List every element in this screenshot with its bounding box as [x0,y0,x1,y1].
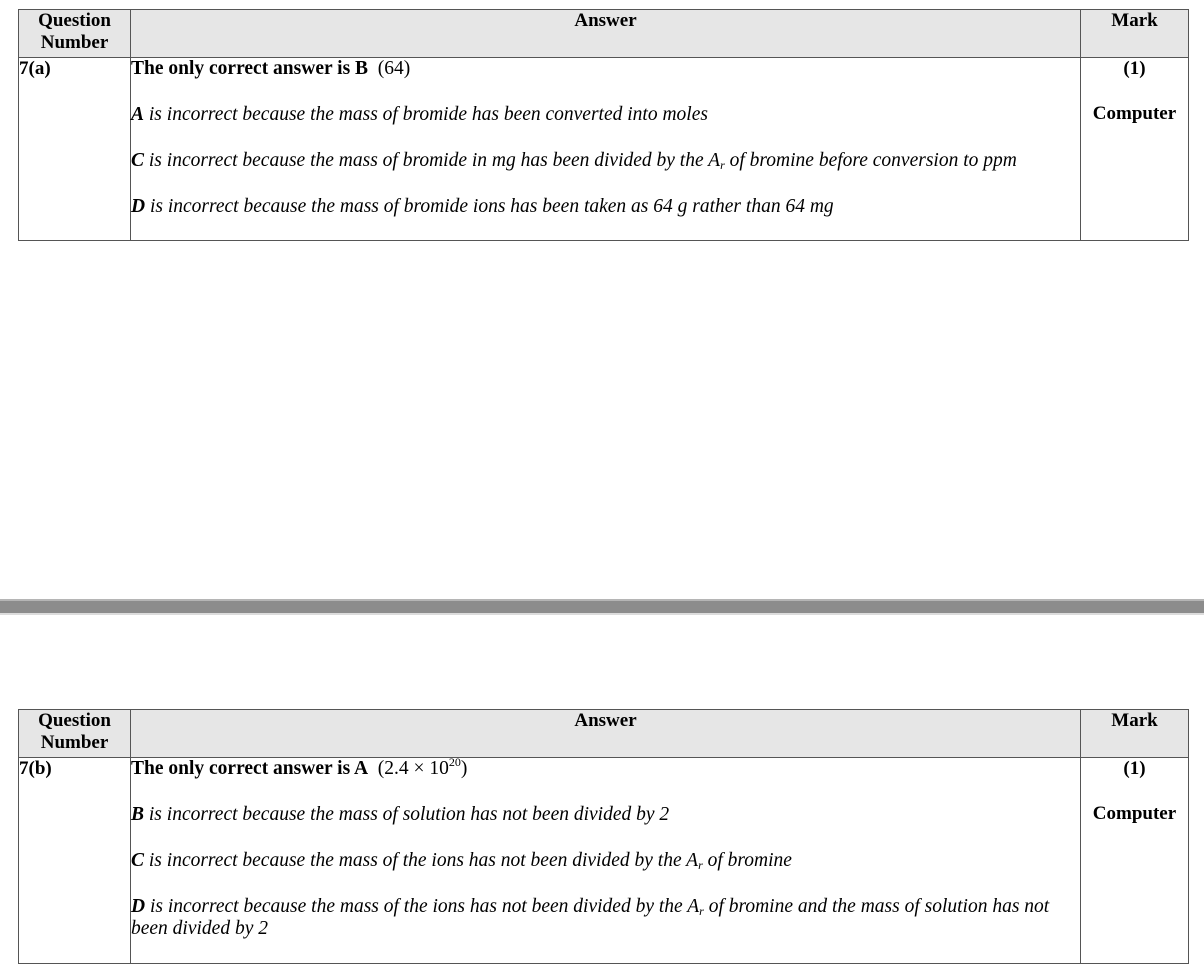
distractor-line [131,850,1080,872]
distractor-text: is incorrect because the mass of bromide has been converted into moles [148,104,708,125]
question-number: 7(a) [19,58,131,241]
correct-answer-label: The only correct answer is A [131,758,369,779]
distractor-text: is incorrect because the mass of bromide in mg has been divided by the [148,150,704,171]
distractor-line [131,150,1080,172]
mark-cell [1081,758,1189,964]
correct-answer-label: The only correct answer is B [131,58,369,79]
mark-type: Computer [1092,103,1177,124]
distractor-line [131,896,1080,940]
relative-atomic-mass: $A_r$ [686,850,703,872]
option-letter: C [131,850,145,871]
distractor-line [131,196,1080,218]
header-question-number: Question Number [19,10,131,58]
answer-cell [131,58,1081,241]
correct-answer-value: (64) [377,58,411,79]
mark-cell [1081,58,1189,241]
header-question-number: Question Number [19,710,131,758]
relative-atomic-mass: $A_r$ [708,150,725,172]
option-letter: C [131,150,145,171]
header-row [19,710,1189,758]
option-letter: D [131,896,146,917]
correct-answer-line [131,58,1080,80]
header-mark: Mark [1081,710,1189,758]
mark-value: (1) [1123,58,1146,79]
question-row [19,58,1189,241]
mark-value: (1) [1123,758,1146,779]
option-letter: B [131,804,145,825]
distractor-line [131,104,1080,126]
distractor-text: of bromine before conversion to ppm [729,150,1017,171]
question-row [19,758,1189,964]
distractor-text: is incorrect because the mass of bromide ions has been taken as 64 g rather than 64 mg [149,196,834,217]
option-letter: D [131,196,146,217]
distractor-text: is incorrect because the mass of solution has not been divided by 2 [148,804,670,825]
answer-cell [131,755,1081,964]
correct-answer-line [131,755,1080,780]
header-mark: Mark [1081,10,1189,58]
correct-answer-value: $(2.4 \times 10^{20})$ [377,755,468,779]
distractor-text: is incorrect because the mass of the ions has not been divided by the [149,896,683,917]
option-letter: A [131,104,145,125]
header-answer: Answer [131,10,1081,58]
relative-atomic-mass: $A_r$ [687,896,704,918]
header-row [19,10,1189,58]
distractor-line [131,804,1080,826]
mark-scheme-table-7b [18,709,1189,964]
mark-scheme-table-7a [18,9,1189,241]
page-separator [0,599,1204,615]
distractor-text: of bromine [707,850,792,871]
distractor-text: of bromine and the mass of solution has not been divided by 2 [131,896,1050,939]
mark-type: Computer [1092,803,1177,824]
header-answer: Answer [131,710,1081,758]
question-number: 7(b) [19,758,131,964]
distractor-text: is incorrect because the mass of the ions has not been divided by the [148,850,682,871]
